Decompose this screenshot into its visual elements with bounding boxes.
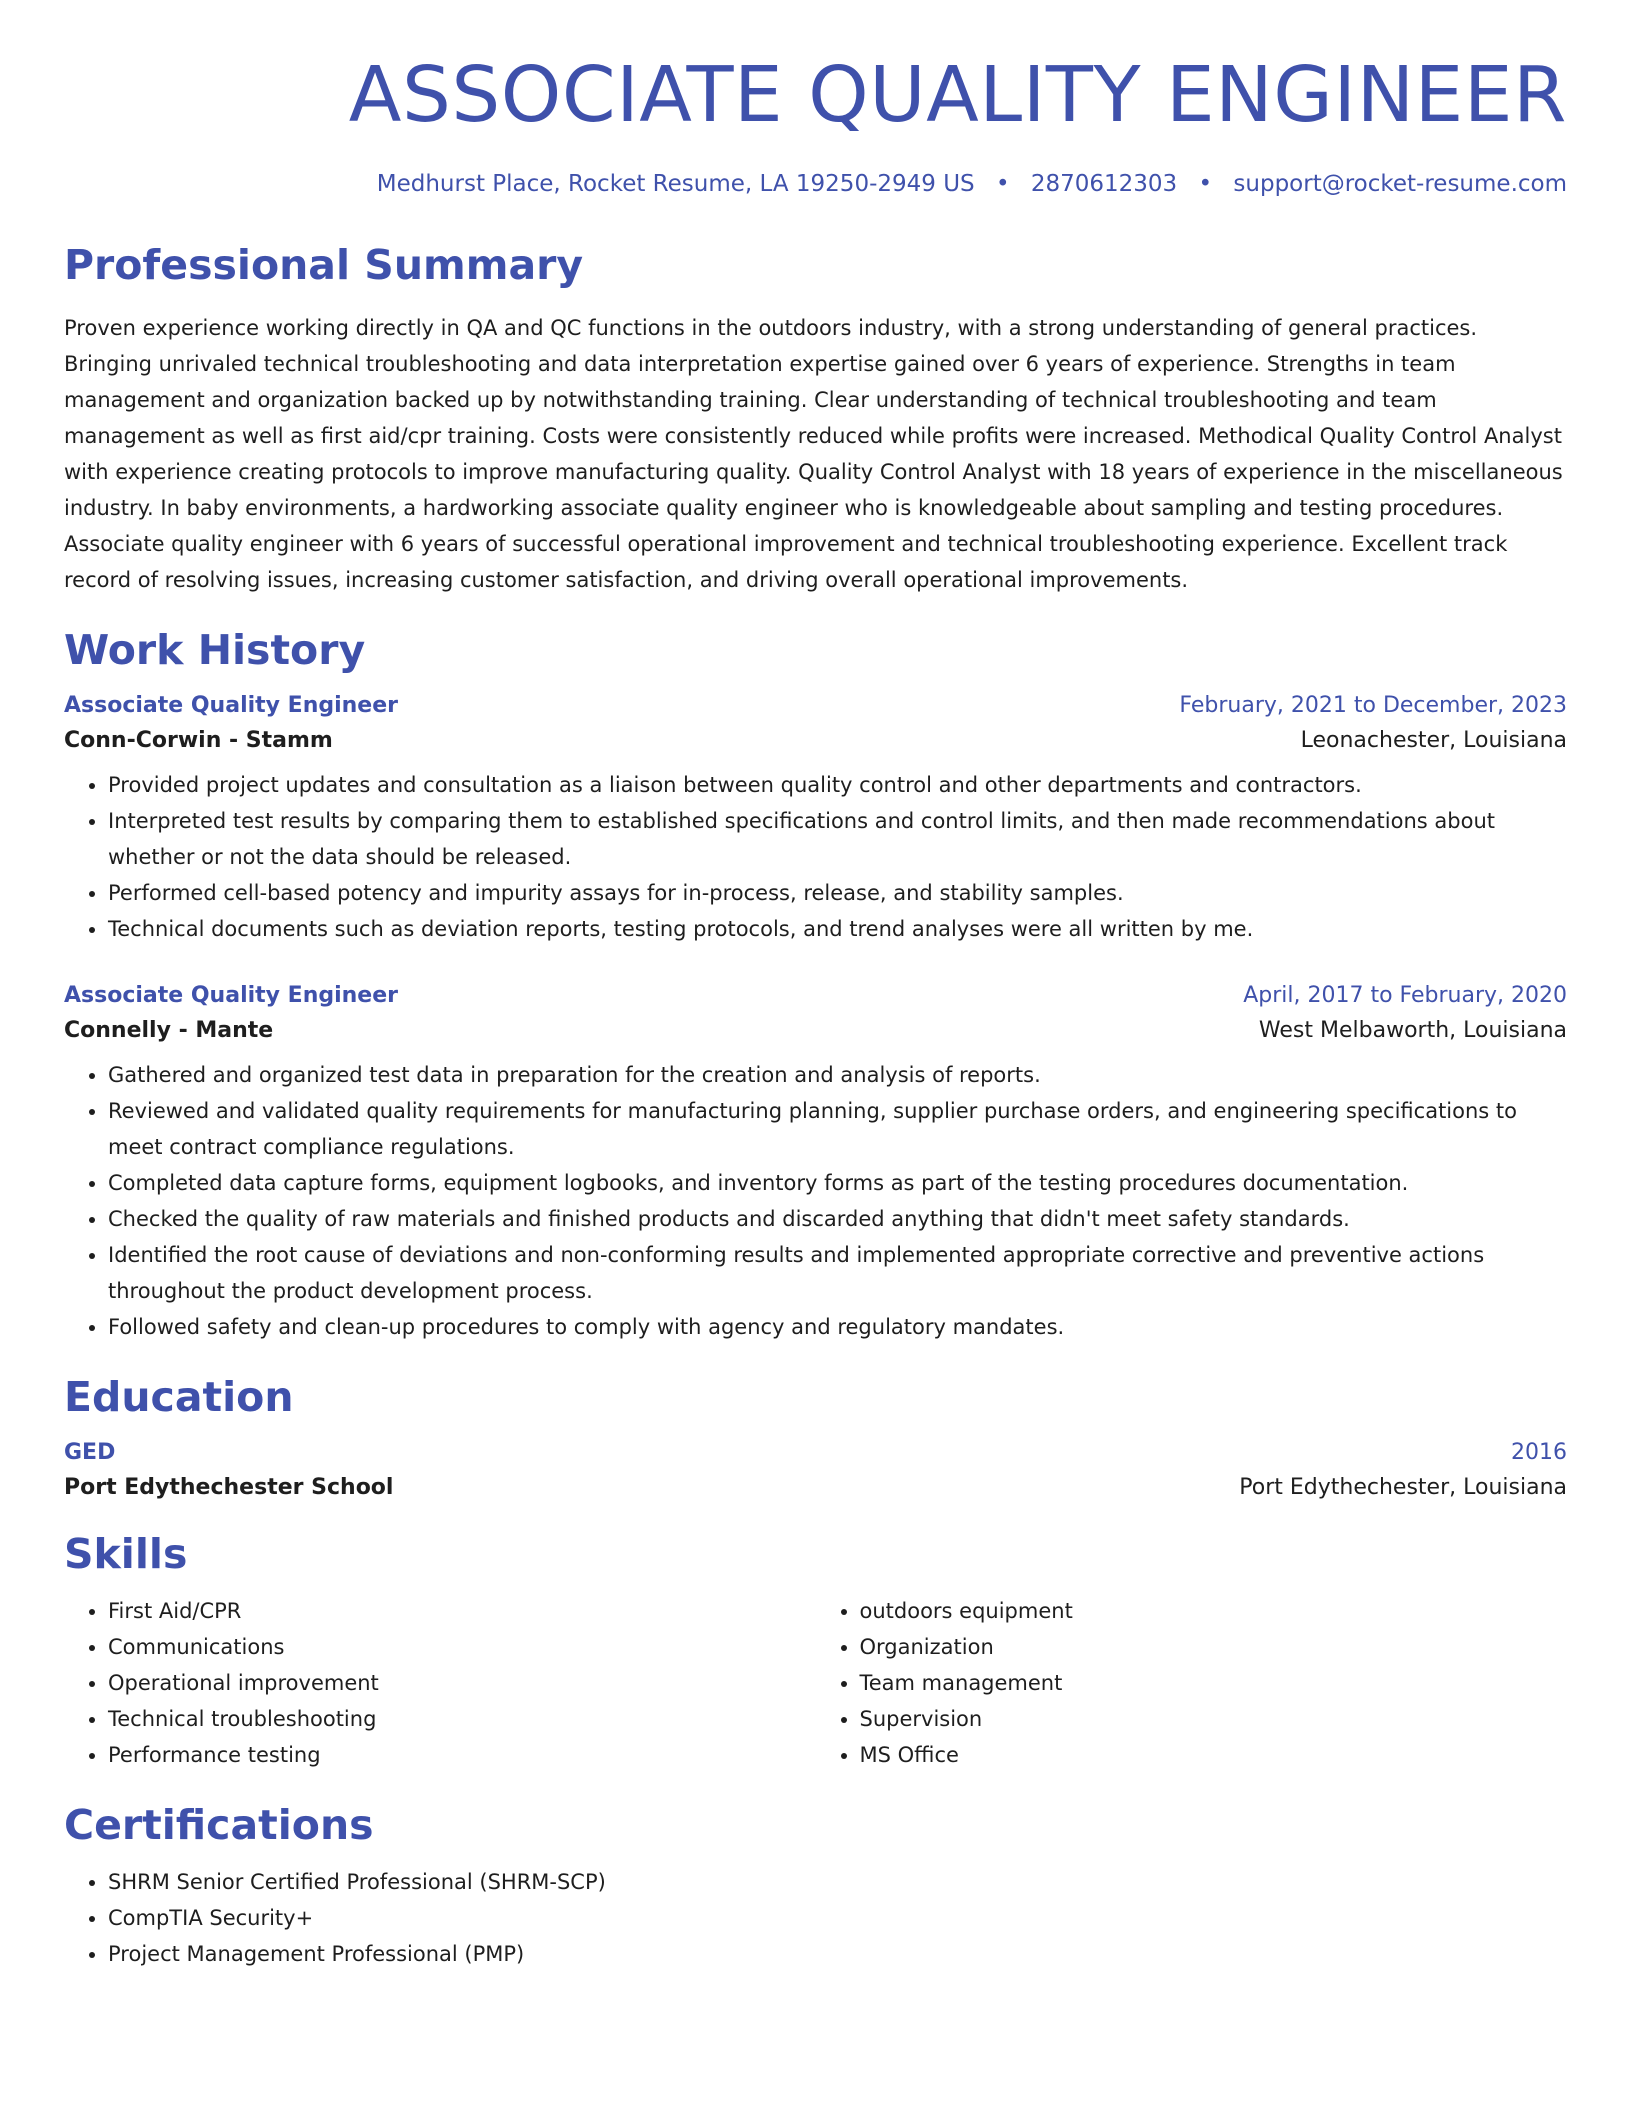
job-entry (64, 983, 1567, 1345)
list-item: • Performance testing (108, 1737, 816, 1773)
list-item: • Operational improvement (108, 1665, 816, 1701)
work-history-section (64, 626, 1567, 1345)
resume-page (64, 0, 1567, 1972)
school-name: Port Edythechester School (64, 1475, 394, 1501)
list-item: • Provided project updates and consultation as a liaison between quality control and other departments and contractors. (108, 767, 1567, 803)
list-item: • Technical troubleshooting (108, 1701, 816, 1737)
job-bullet-list (64, 1057, 1567, 1345)
list-item: • Completed data capture forms, equipment logbooks, and inventory forms as part of the testing procedures documentation. (108, 1165, 1567, 1201)
list-item: • Supervision (860, 1701, 1568, 1737)
professional-summary-section (64, 241, 1567, 598)
section-title: Professional Summary (64, 240, 584, 289)
job-role: Associate Quality Engineer (64, 692, 398, 718)
job-location: Leonachester, Louisiana (1300, 727, 1567, 753)
list-item: • First Aid/CPR (108, 1593, 816, 1629)
education-entry (64, 1440, 1567, 1500)
list-item: • Followed safety and clean-up procedures to comply with agency and regulatory mandates. (108, 1309, 1567, 1345)
address-text: Medhurst Place, Rocket Resume, LA 19250-2949 US (376, 170, 975, 197)
list-item: • Interpreted test results by comparing them to established specifications and control limits, and then made recommendations about whether or not the data should be released. (108, 803, 1567, 875)
email-text: support@rocket-resume.com (1233, 170, 1567, 197)
list-item: • Checked the quality of raw materials and finished products and discarded anything that didn't meet safety standards. (108, 1201, 1567, 1237)
list-item: • outdoors equipment (860, 1593, 1568, 1629)
list-item: • Team management (860, 1665, 1568, 1701)
job-dates: April, 2017 to February, 2020 (1243, 982, 1567, 1008)
job-role: Associate Quality Engineer (64, 982, 398, 1008)
summary-paragraph: Proven experience working directly in QA and QC functions in the outdoors industry, with a strong understanding of general practices. Bringing unrivaled technical troubleshooting and data interpretation expertise gained over 6 years of experience. Strengths in team management and organization backed up by notwithstanding training. Clear understanding of technical troubleshooting and team management as well as first aid/cpr training. Costs were consistently reduced while profits were increased. Methodical Quality Control Analyst with experience creating protocols to improve manufacturing quality. Quality Control Analyst with 18 years of experience in the miscellaneous industry. In baby environments, a hardworking associate quality engineer who is knowledgeable about sampling and testing procedures. Associate quality engineer with 6 years of successful operational improvement and technical troubleshooting experience. Excellent track record of resolving issues, increasing customer satisfaction, and driving overall operational improvements. (64, 315, 1563, 592)
section-title: Certifications (64, 1801, 374, 1850)
job-company: Connelly - Mante (64, 1017, 274, 1043)
list-item: • Organization (860, 1629, 1568, 1665)
job-bullet-list (64, 767, 1567, 947)
job-company: Conn-Corwin - Stamm (64, 727, 333, 753)
certifications-list (64, 1864, 1567, 1972)
job-title-heading: ASSOCIATE QUALITY ENGINEER (348, 51, 1567, 140)
section-title: Work History (64, 625, 366, 674)
skills-list-left (64, 1593, 816, 1773)
degree: GED (64, 1440, 116, 1466)
list-item: • MS Office (860, 1737, 1568, 1773)
skills-grid (64, 1593, 1567, 1773)
graduation-year: 2016 (1511, 1440, 1567, 1466)
skills-list-right (816, 1593, 1568, 1773)
resume-header (64, 0, 1567, 197)
separator-dot: • (1198, 170, 1213, 197)
education-section (64, 1373, 1567, 1500)
separator-dot: • (995, 170, 1010, 197)
school-location: Port Edythechester, Louisiana (1239, 1475, 1567, 1501)
list-item: • CompTIA Security+ (108, 1900, 1567, 1936)
certifications-section (64, 1801, 1567, 1972)
list-item: • Communications (108, 1629, 816, 1665)
phone-text: 2870612303 (1030, 170, 1178, 197)
job-dates: February, 2021 to December, 2023 (1179, 692, 1567, 718)
job-entry (64, 693, 1567, 947)
skills-section (64, 1530, 1567, 1773)
section-title: Skills (64, 1530, 188, 1579)
contact-line (64, 171, 1567, 197)
section-title: Education (64, 1372, 294, 1421)
list-item: • Reviewed and validated quality requirements for manufacturing planning, supplier purchase orders, and engineering specifications to meet contract compliance regulations. (108, 1093, 1567, 1165)
list-item: • Performed cell-based potency and impurity assays for in-process, release, and stability samples. (108, 875, 1567, 911)
list-item: • Identified the root cause of deviations and non-conforming results and implemented appropriate corrective and preventive actions throughout the product development process. (108, 1237, 1567, 1309)
list-item: • Project Management Professional (PMP) (108, 1936, 1567, 1972)
list-item: • Technical documents such as deviation reports, testing protocols, and trend analyses were all written by me. (108, 911, 1567, 947)
job-location: West Melbaworth, Louisiana (1258, 1017, 1567, 1043)
list-item: • SHRM Senior Certified Professional (SHRM-SCP) (108, 1864, 1567, 1900)
list-item: • Gathered and organized test data in preparation for the creation and analysis of reports. (108, 1057, 1567, 1093)
